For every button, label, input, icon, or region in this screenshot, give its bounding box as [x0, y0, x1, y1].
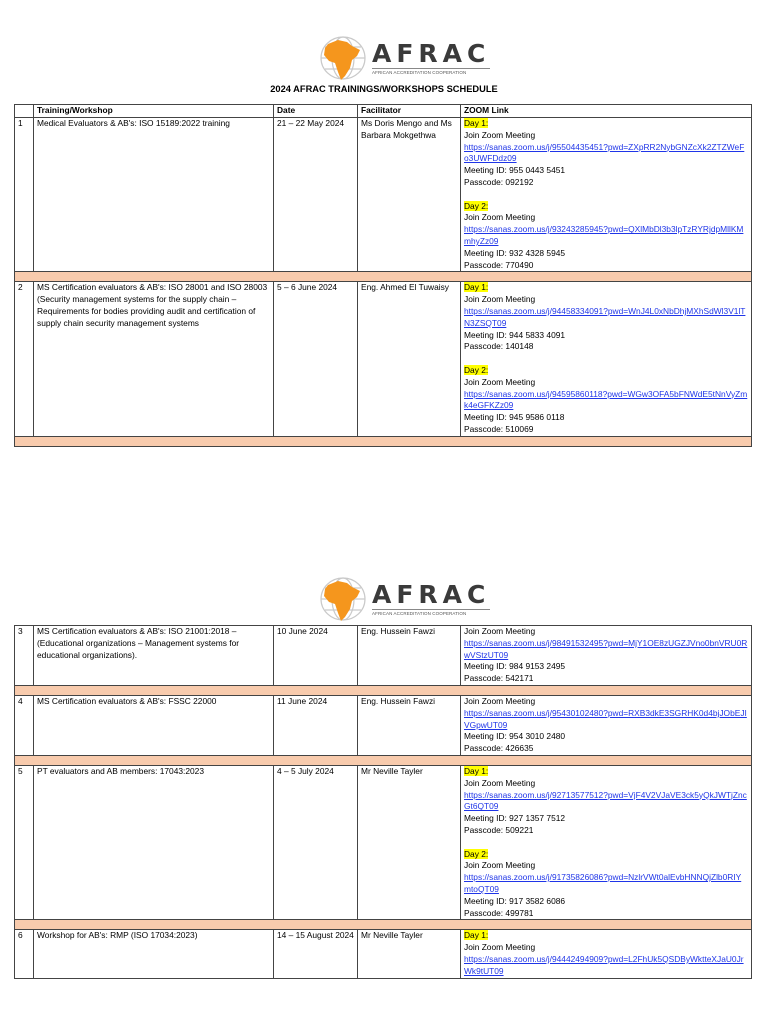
- zoom-link[interactable]: https://sanas.zoom.us/j/95430102480?pwd=RXB3dkE3SGRHK0d4bjJObEJIVGpwUT09: [464, 707, 747, 730]
- training-cell: MS Certification evaluators & AB's: FSSC 22000: [34, 695, 274, 755]
- passcode: Passcode: 092192: [464, 176, 534, 187]
- logo-brand: AFRAC: [372, 580, 491, 609]
- schedule-table-page-2: [14, 625, 752, 979]
- separator-row: [15, 685, 752, 695]
- table-row: [15, 765, 752, 919]
- table-row: [15, 695, 752, 755]
- separator-row: [15, 272, 752, 282]
- logo-brand: AFRAC: [372, 39, 491, 68]
- row-number: 5: [15, 765, 34, 919]
- col-header-date: Date: [274, 105, 358, 118]
- zoom-cell: [461, 765, 752, 919]
- day-label: Day 2:: [464, 848, 489, 859]
- training-cell: PT evaluators and AB members: 17043:2023: [34, 765, 274, 919]
- zoom-link[interactable]: https://sanas.zoom.us/j/94442494909?pwd=L2FhUk5QSDByWktteXJaU0JrWk9tUT09: [464, 953, 744, 976]
- row-number: 4: [15, 695, 34, 755]
- meeting-id: Meeting ID: 932 4328 5945: [464, 247, 566, 258]
- afrac-logo: [316, 34, 490, 84]
- meeting-id: Meeting ID: 927 1357 7512: [464, 813, 566, 824]
- zoom-link[interactable]: https://sanas.zoom.us/j/95504435451?pwd=ZXpRR2NybGNZcXk2ZTZWeFo3UWFDdz09: [464, 141, 745, 164]
- passcode: Passcode: 542171: [464, 673, 534, 684]
- day-label: Day 2:: [464, 364, 489, 375]
- zoom-cell: [461, 118, 752, 272]
- day-label: Day 1:: [464, 930, 489, 941]
- day-label: Day 1:: [464, 118, 489, 128]
- facilitator-cell: Eng. Hussein Fawzi: [358, 695, 461, 755]
- logo-tagline: AFRICAN ACCREDITATION COOPERATION: [372, 609, 490, 617]
- table-row: [15, 930, 752, 978]
- page-title: 2024 AFRAC TRAININGS/WORKSHOPS SCHEDULE: [270, 84, 498, 94]
- header-row: [15, 105, 752, 118]
- training-cell: MS Certification evaluators & AB's: ISO 28001 and ISO 28003 (Security management systems for the supply chain – Requirements for bodies providing audit and certification of supply chain security management systems: [34, 282, 274, 436]
- meeting-id: Meeting ID: 945 9586 0118: [464, 412, 565, 423]
- separator-row: [15, 920, 752, 930]
- date-cell: 4 – 5 July 2024: [274, 765, 358, 919]
- table-row: [15, 118, 752, 272]
- meeting-id: Meeting ID: 917 3582 6086: [464, 895, 566, 906]
- row-number: 6: [15, 930, 34, 978]
- africa-globe-icon: [316, 34, 368, 84]
- day-label: Day 1:: [464, 765, 489, 776]
- table-row: [15, 282, 752, 436]
- join-text: Join Zoom Meeting: [464, 777, 536, 788]
- passcode: Passcode: 140148: [464, 341, 534, 352]
- meeting-id: Meeting ID: 984 9153 2495: [464, 661, 566, 672]
- date-cell: 10 June 2024: [274, 626, 358, 686]
- col-header-training: Training/Workshop: [34, 105, 274, 118]
- table-row: [15, 626, 752, 686]
- join-text: Join Zoom Meeting: [464, 860, 536, 871]
- africa-globe-icon: [316, 575, 368, 625]
- join-text: Join Zoom Meeting: [464, 129, 536, 140]
- zoom-cell: [461, 282, 752, 436]
- date-cell: 14 – 15 August 2024: [274, 930, 358, 978]
- passcode: Passcode: 426635: [464, 743, 534, 754]
- date-cell: 5 – 6 June 2024: [274, 282, 358, 436]
- join-text: Join Zoom Meeting: [464, 376, 536, 387]
- join-text: Join Zoom Meeting: [464, 294, 536, 305]
- zoom-cell: [461, 626, 752, 686]
- passcode: Passcode: 509221: [464, 824, 534, 835]
- zoom-link[interactable]: https://sanas.zoom.us/j/91735826086?pwd=NzlrVWt0alEvbHNNQjZlb0RIYmtoQT09: [464, 872, 742, 894]
- zoom-link[interactable]: https://sanas.zoom.us/j/94458334091?pwd=WnJ4L0xNbDhjMXhSdWl3V1lTN3ZSQT09: [464, 305, 746, 328]
- row-number: 1: [15, 118, 34, 272]
- row-number: 2: [15, 282, 34, 436]
- join-text: Join Zoom Meeting: [464, 942, 536, 953]
- join-text: Join Zoom Meeting: [464, 212, 536, 223]
- col-header-facilitator: Facilitator: [358, 105, 461, 118]
- afrac-logo: [316, 575, 490, 625]
- zoom-link[interactable]: https://sanas.zoom.us/j/98491532495?pwd=MjY1OE8zUGZJVno0bnVRU0RwVStzUT09: [464, 637, 748, 660]
- passcode: Passcode: 510069: [464, 423, 534, 434]
- col-header-zoom: ZOOM Link: [461, 105, 752, 118]
- day-label: Day 2:: [464, 200, 489, 211]
- schedule-table-page-1: [14, 104, 752, 447]
- zoom-link[interactable]: https://sanas.zoom.us/j/92713577512?pwd=VjF4V2VJaVE3ck5yQkJWTjZncGt6QT09: [464, 789, 747, 812]
- separator-row: [15, 755, 752, 765]
- training-cell: Workshop for AB's: RMP (ISO 17034:2023): [34, 930, 274, 978]
- training-cell: MS Certification evaluators & AB's: ISO 21001:2018 – (Educational organizations – Management systems for educational organizations).: [34, 626, 274, 686]
- facilitator-cell: Eng. Hussein Fawzi: [358, 626, 461, 686]
- meeting-id: Meeting ID: 954 3010 2480: [464, 731, 566, 742]
- day-label: Day 1:: [464, 282, 489, 293]
- join-text: Join Zoom Meeting: [464, 626, 536, 636]
- separator-row: [15, 436, 752, 446]
- logo-tagline: AFRICAN ACCREDITATION COOPERATION: [372, 68, 490, 76]
- date-cell: 21 – 22 May 2024: [274, 118, 358, 272]
- facilitator-cell: Mr Neville Tayler: [358, 930, 461, 978]
- join-text: Join Zoom Meeting: [464, 695, 536, 706]
- zoom-link[interactable]: https://sanas.zoom.us/j/93243285945?pwd=QXlMbDl3b3lpTzRYRjdpMllKMmhyZz09: [464, 224, 744, 246]
- facilitator-cell: Ms Doris Mengo and Ms Barbara Mokgethwa: [358, 118, 461, 272]
- passcode: Passcode: 499781: [464, 907, 534, 918]
- facilitator-cell: Eng. Ahmed El Tuwaisy: [358, 282, 461, 436]
- facilitator-cell: Mr Neville Tayler: [358, 765, 461, 919]
- passcode: Passcode: 770490: [464, 259, 534, 270]
- training-cell: Medical Evaluators & AB's: ISO 15189:2022 training: [34, 118, 274, 272]
- zoom-cell: [461, 930, 752, 978]
- col-header-no: [15, 105, 34, 118]
- meeting-id: Meeting ID: 955 0443 5451: [464, 165, 566, 176]
- row-number: 3: [15, 626, 34, 686]
- zoom-link[interactable]: https://sanas.zoom.us/j/94595860118?pwd=WGw3OFA5bFNWdE5tNnVyZmk4eGFKZz09: [464, 388, 748, 411]
- zoom-cell: [461, 695, 752, 755]
- meeting-id: Meeting ID: 944 5833 4091: [464, 329, 566, 340]
- date-cell: 11 June 2024: [274, 695, 358, 755]
